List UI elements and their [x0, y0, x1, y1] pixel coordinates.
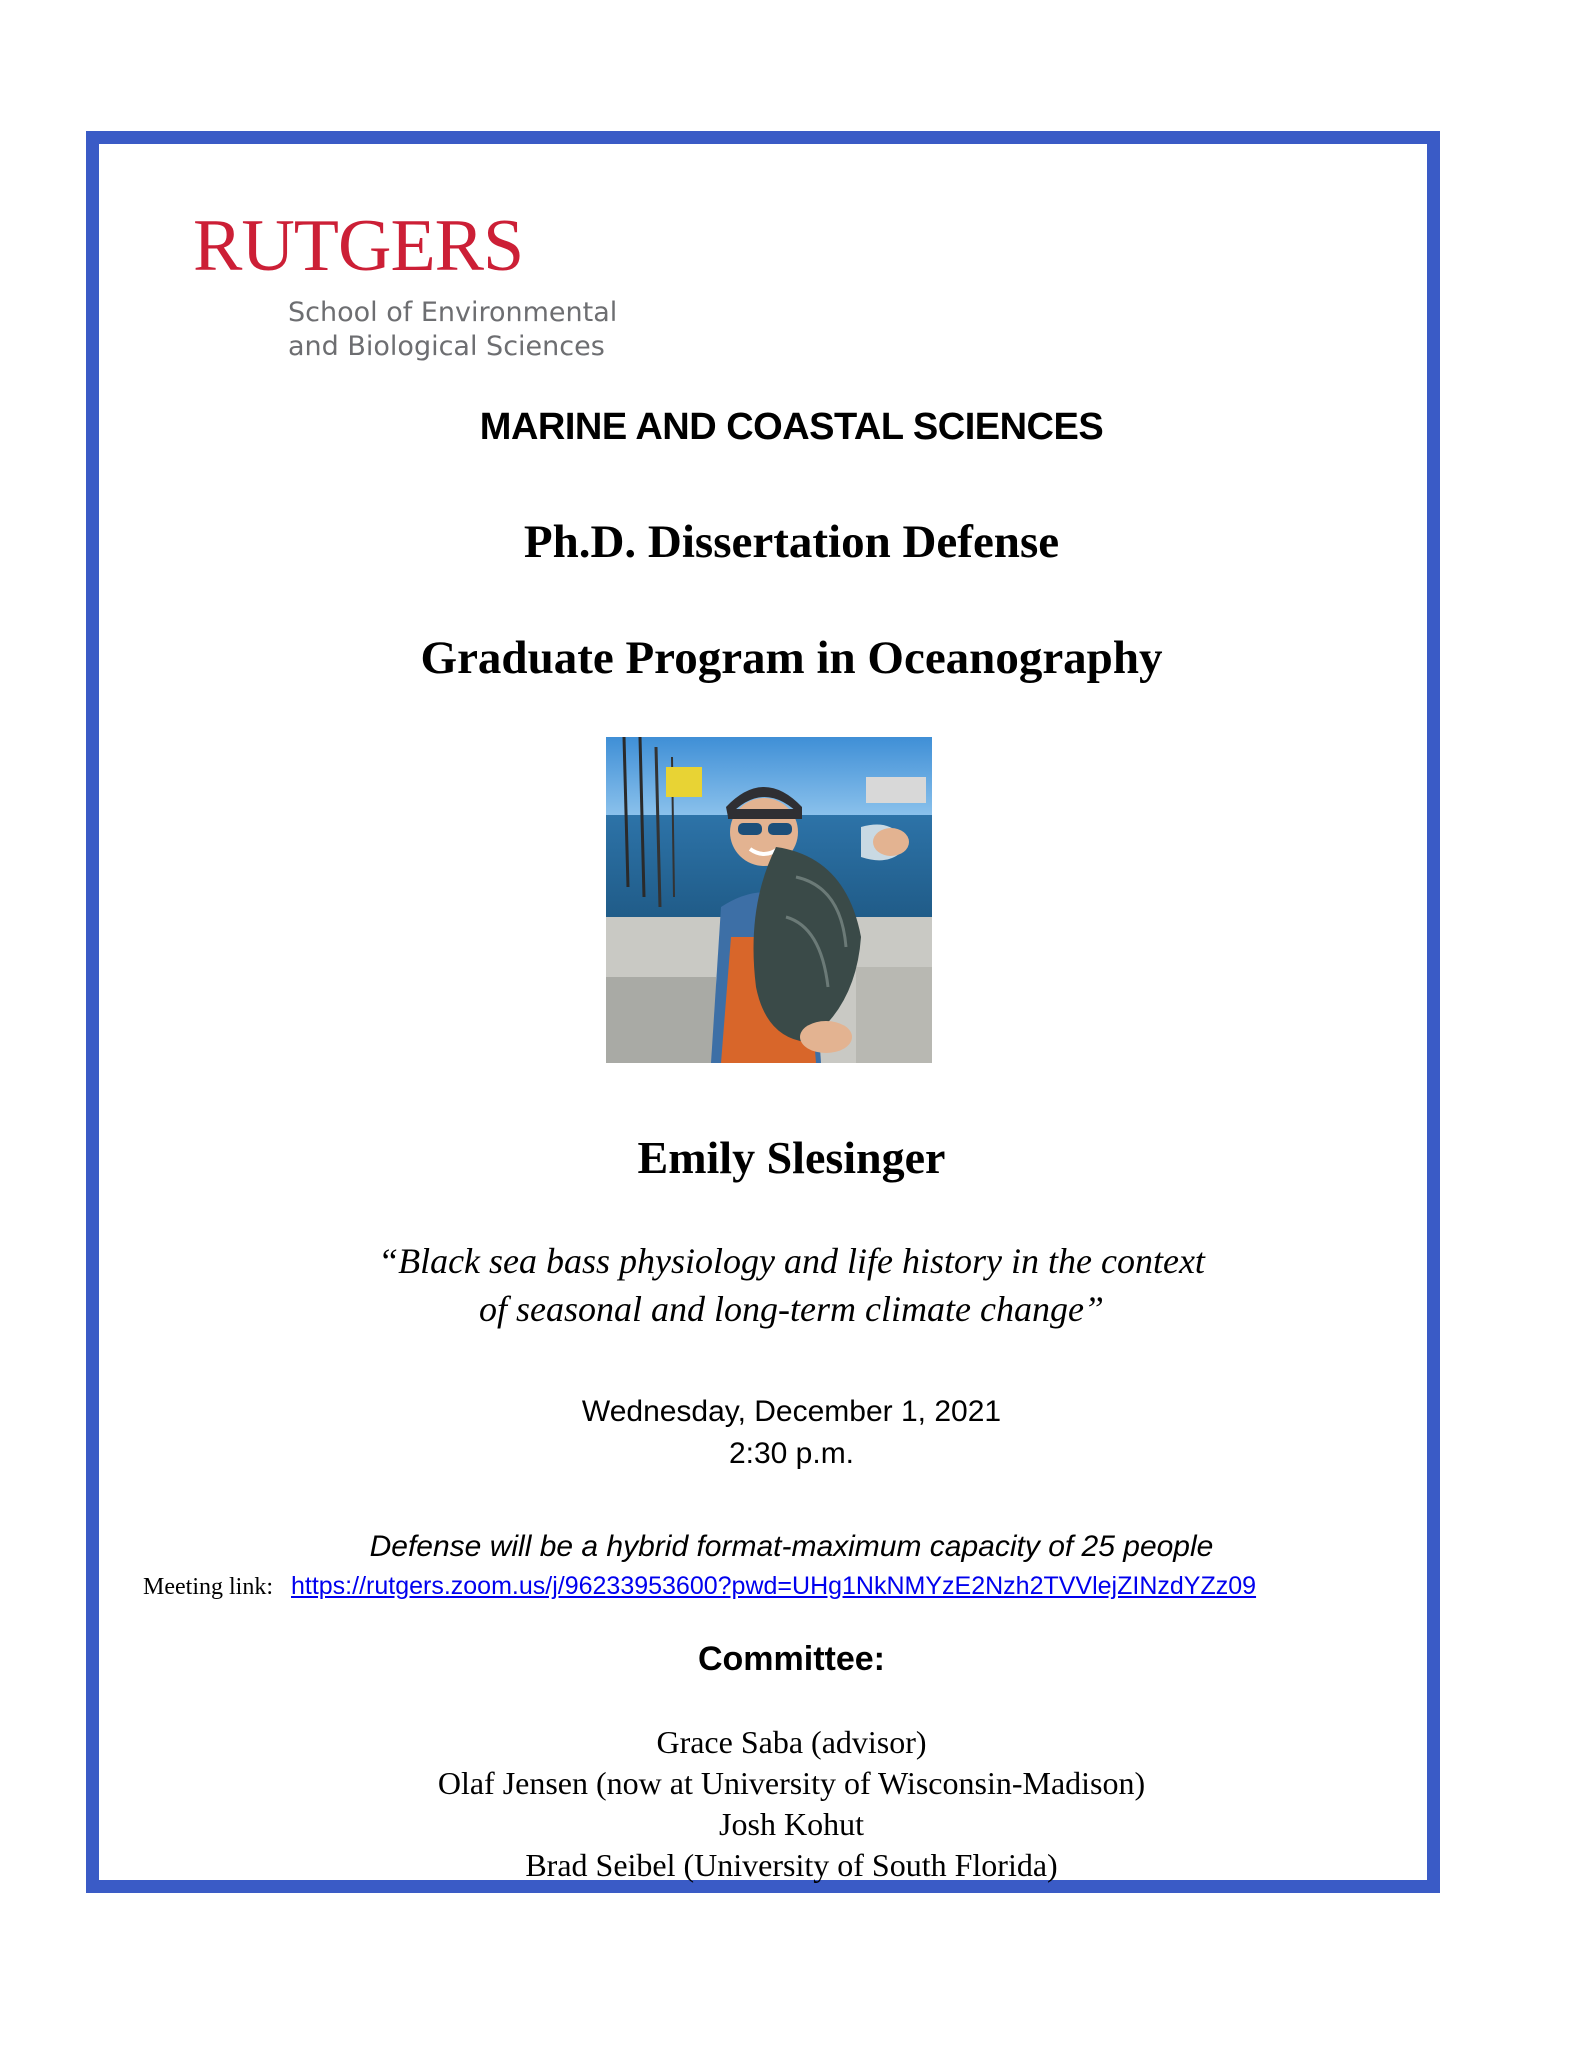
- dissertation-title-line2: of seasonal and long-term climate change”: [479, 1289, 1104, 1329]
- committee-member: Brad Seibel (University of South Florida): [525, 1847, 1058, 1883]
- committee-member: Olaf Jensen (now at University of Wisconsin-Madison): [437, 1765, 1146, 1801]
- logo-subtitle: [288, 296, 617, 364]
- event-title: Ph.D. Dissertation Defense: [523, 516, 1060, 568]
- department-heading: MARINE AND COASTAL SCIENCES: [479, 406, 1104, 448]
- logo-wordmark: RUTGERS: [193, 205, 524, 287]
- meeting-link-label: Meeting link:: [143, 1574, 273, 1600]
- logo-subtitle-line2: and Biological Sciences: [288, 331, 605, 362]
- logo-subtitle-line1: School of Environmental: [288, 297, 618, 328]
- committee-heading: Committee:: [697, 1640, 886, 1678]
- candidate-name: Emily Slesinger: [637, 1132, 946, 1183]
- program-title: Graduate Program in Oceanography: [420, 632, 1163, 684]
- defense-time: 2:30 p.m.: [728, 1437, 855, 1470]
- dissertation-title-line1: “Black sea bass physiology and life history in the context: [378, 1241, 1205, 1281]
- defense-date: Wednesday, December 1, 2021: [581, 1395, 1002, 1428]
- rutgers-logo: [193, 205, 618, 365]
- meeting-link-row: [143, 1566, 1256, 1610]
- committee-member: Grace Saba (advisor): [656, 1724, 927, 1760]
- format-note: Defense will be a hybrid format-maximum capacity of 25 people: [369, 1530, 1214, 1563]
- meeting-link[interactable]: https://rutgers.zoom.us/j/96233953600?pwd=UHg1NkNMYzE2Nzh2TVVlejZINzdYZz09: [290, 1572, 1257, 1600]
- committee-member: Josh Kohut: [719, 1806, 864, 1842]
- candidate-photo: [606, 737, 932, 1063]
